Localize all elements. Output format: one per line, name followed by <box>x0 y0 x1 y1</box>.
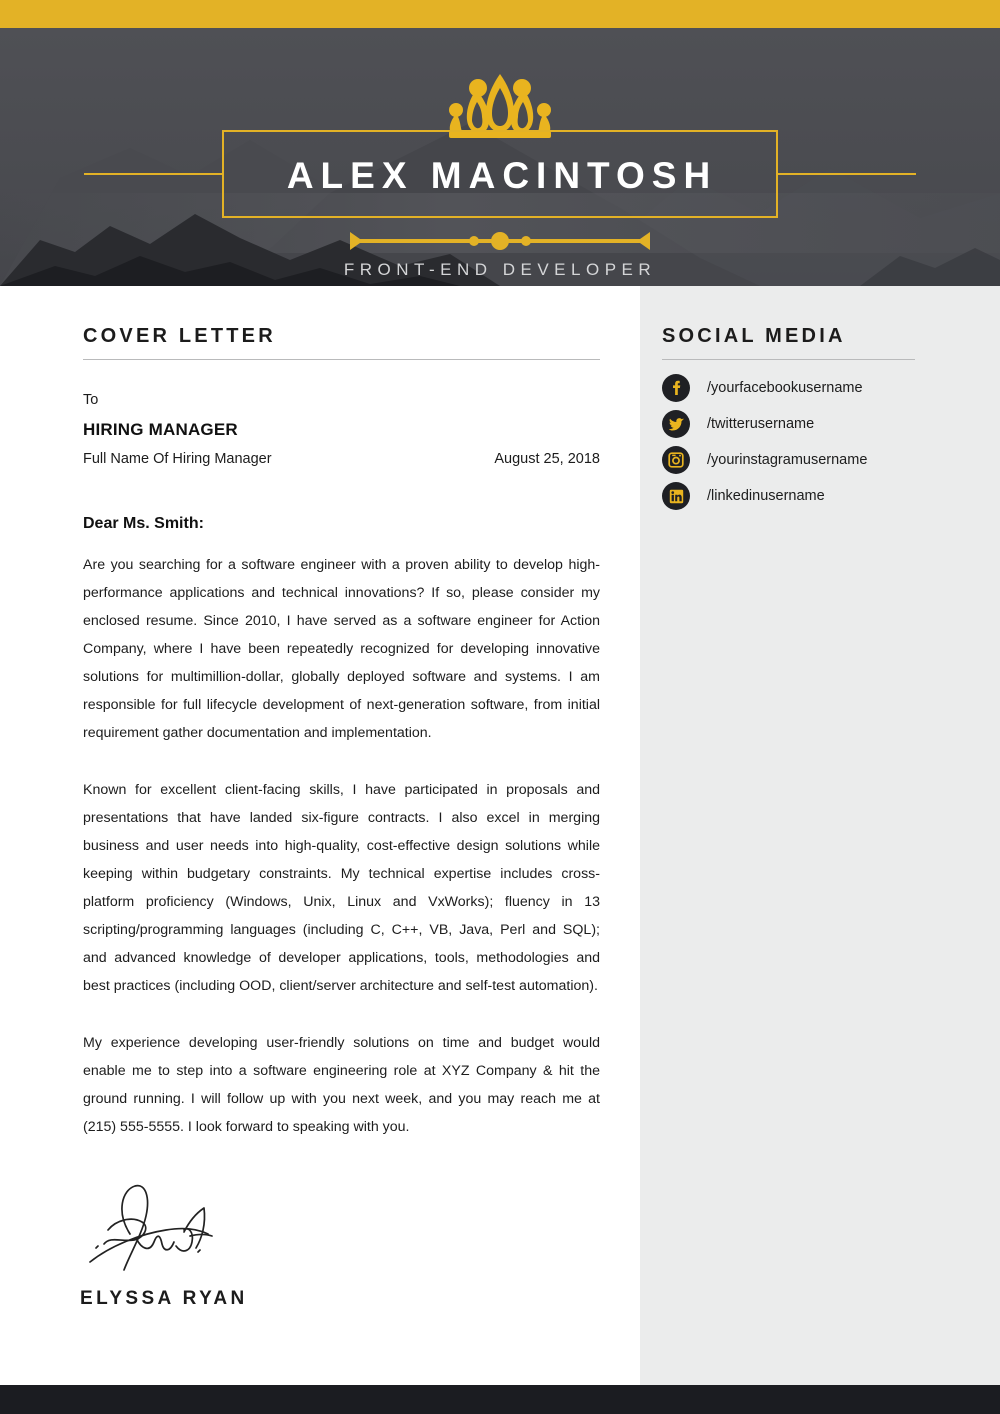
job-title: FRONT-END DEVELOPER <box>343 260 657 279</box>
social-link-instagram[interactable] <box>662 442 982 478</box>
salutation: Dear Ms. Smith: <box>83 515 204 532</box>
social-handle: /yourinstagramusername <box>707 452 868 468</box>
letter-column <box>0 286 640 1385</box>
cover-letter-heading-block <box>83 325 600 360</box>
recipient-full-name: Full Name Of Hiring Manager <box>83 451 272 467</box>
letter-paragraph: Are you searching for a software engineer with a proven ability to develop high-performance applications and technical innovations? If so, please consider my enclosed resume. Since 2010, I have served as a software engineer for Action Company, where I have been repeatedly recognized for developing innovative solutions for multimillion-dollar, globally deployed software and systems. I am responsible for full lifecycle development of next-generation software, from initial requirement gather documentation and implementation. <box>83 557 600 741</box>
letter-paragraph: Known for excellent client-facing skills, I have participated in proposals and presentations that have landed six-figure contracts. I also excel in merging business and user needs into high-quality, cost-effective design solutions while keeping within budgetary constraints. My technical expertise includes cross-platform proficiency (Windows, Unix, Linux and VxWorks); fluency in 13 scripting/programming languages (including C, C++, VB, Java, Perl and SQL); and advanced knowledge of developer applications, tools, methodologies and best practices (including OOD, client/server architecture and self-test automation). <box>83 782 600 994</box>
social-links-list <box>662 370 982 514</box>
linkedin-icon <box>662 482 690 510</box>
letter-body <box>83 515 600 1141</box>
recipient-block <box>83 392 600 467</box>
page-title: COVER LETTER <box>83 325 276 347</box>
name-frame <box>222 130 778 218</box>
twitter-icon <box>662 410 690 438</box>
social-media-heading-block <box>662 325 915 360</box>
social-handle: /twitterusername <box>707 416 815 432</box>
footer-bar <box>0 1385 1000 1414</box>
handwritten-signature-icon <box>80 1172 280 1282</box>
instagram-icon <box>662 446 690 474</box>
social-link-facebook[interactable] <box>662 370 982 406</box>
social-handle: /yourfacebookusername <box>707 380 863 396</box>
sidebar-heading-rule <box>662 359 915 360</box>
crown-people-logo-icon <box>441 68 559 138</box>
facebook-icon <box>662 374 690 402</box>
letter-paragraph: My experience developing user-friendly solutions on time and budget would enable me to step into a software engineering role at XYZ Company & hit the ground running. I will follow up with you next week, and you may reach me at (215) 555-5555. I look forward to speaking with you. <box>83 1035 600 1135</box>
sidebar-column <box>640 286 1000 1385</box>
divider-ornament-icon <box>350 228 650 254</box>
top-accent-bar <box>0 0 1000 28</box>
signer-name: ELYSSA RYAN <box>80 1288 248 1309</box>
social-link-twitter[interactable] <box>662 406 982 442</box>
frame-line-left <box>84 173 224 175</box>
to-label: To <box>83 392 99 408</box>
recipient-title: HIRING MANAGER <box>83 420 238 439</box>
sidebar-section-title: SOCIAL MEDIA <box>662 325 846 347</box>
signature-block <box>80 1172 280 1310</box>
header-banner <box>0 28 1000 286</box>
heading-rule <box>83 359 600 360</box>
social-link-linkedin[interactable] <box>662 478 982 514</box>
social-handle: /linkedinusername <box>707 488 825 504</box>
candidate-name: ALEX MACINTOSH <box>286 155 718 196</box>
recipient-meta-row <box>83 451 600 467</box>
frame-line-right <box>776 173 916 175</box>
letter-date: August 25, 2018 <box>494 451 600 467</box>
